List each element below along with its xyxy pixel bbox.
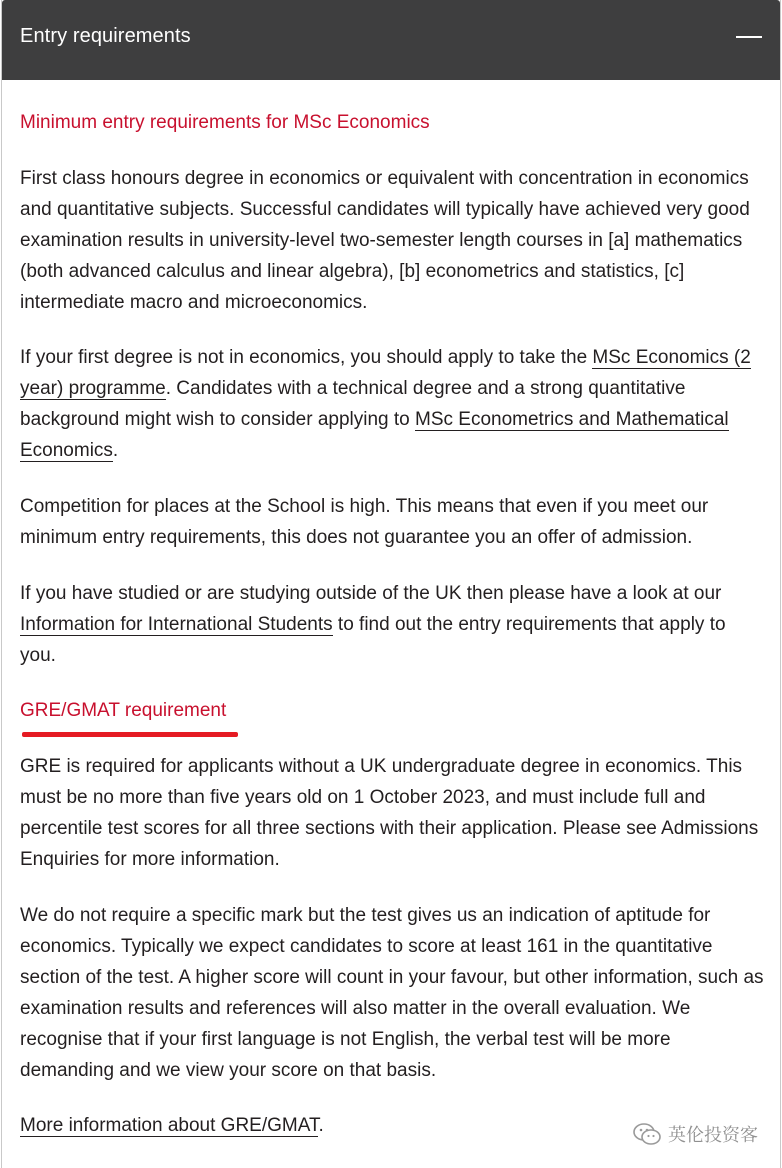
gre-gmat-heading: GRE/GMAT requirement xyxy=(20,700,227,721)
highlight-underline xyxy=(22,732,238,737)
text-segment: to find out the entry requirements that apply to you. xyxy=(20,614,726,666)
msc-economics-2-year-link[interactable]: MSc Economics (2 year) programme xyxy=(20,347,751,399)
international-students-paragraph xyxy=(20,578,765,671)
text-segment: If you have studied or are studying outside of the UK then please have a look at our xyxy=(20,583,722,604)
alternative-programmes-paragraph xyxy=(20,342,765,466)
wechat-icon xyxy=(632,1122,662,1146)
text-segment: . xyxy=(318,1115,324,1136)
text-segment: . xyxy=(112,440,119,461)
minimum-requirements-heading: Minimum entry requirements for MSc Economics xyxy=(20,112,430,133)
gre-score-paragraph: We do not require a specific mark but the test gives us an indication of aptitude for economics. Typically we expect candidates to score at least 161 in the quantitative section of the test. A higher score will count in your favour, but other information, such as examination results and references will also matter in the overall evaluation. We recognise that if your first language is not English, the verbal test will be more demanding and we view your score on that basis. xyxy=(20,905,764,1081)
international-students-link[interactable]: Information for International Students xyxy=(20,614,333,635)
watermark-text: 英伦投资客 xyxy=(668,1125,758,1145)
watermark xyxy=(632,1121,758,1147)
minimum-requirements-paragraph: First class honours degree in economics or equivalent with concentration in economics and quantitative subjects. Successful candidates will typically have achieved very good examination results in university-level two-semester length courses in [a] mathematics (both advanced calculus and linear algebra), [b] econometrics and statistics, [c] intermediate macro and microeconomics. xyxy=(20,168,750,313)
accordion-panel xyxy=(1,0,781,1168)
text-segment: If your first degree is not in economics, you should apply to take the xyxy=(20,347,593,368)
accordion-title: Entry requirements xyxy=(20,25,191,47)
msc-econometrics-link[interactable]: MSc Econometrics and Mathematical Economics xyxy=(20,409,729,461)
gre-requirement-paragraph: GRE is required for applicants without a UK undergraduate degree in economics. This must be no more than five years old on 1 October 2023, and must include full and percentile test scores for all three sections with their application. Please see Admissions Enquiries for more information. xyxy=(20,756,759,870)
collapse-icon[interactable] xyxy=(736,36,762,38)
more-info-paragraph xyxy=(20,1110,324,1141)
text-segment: . Candidates with a technical degree and a strong quantitative background might wish to consider applying to xyxy=(20,378,686,430)
competition-paragraph: Competition for places at the School is high. This means that even if you meet our minimum entry requirements, this does not guarantee you an offer of admission. xyxy=(20,496,709,548)
more-info-gre-gmat-link[interactable]: More information about GRE/GMAT xyxy=(20,1115,319,1136)
accordion-header[interactable] xyxy=(2,0,780,80)
